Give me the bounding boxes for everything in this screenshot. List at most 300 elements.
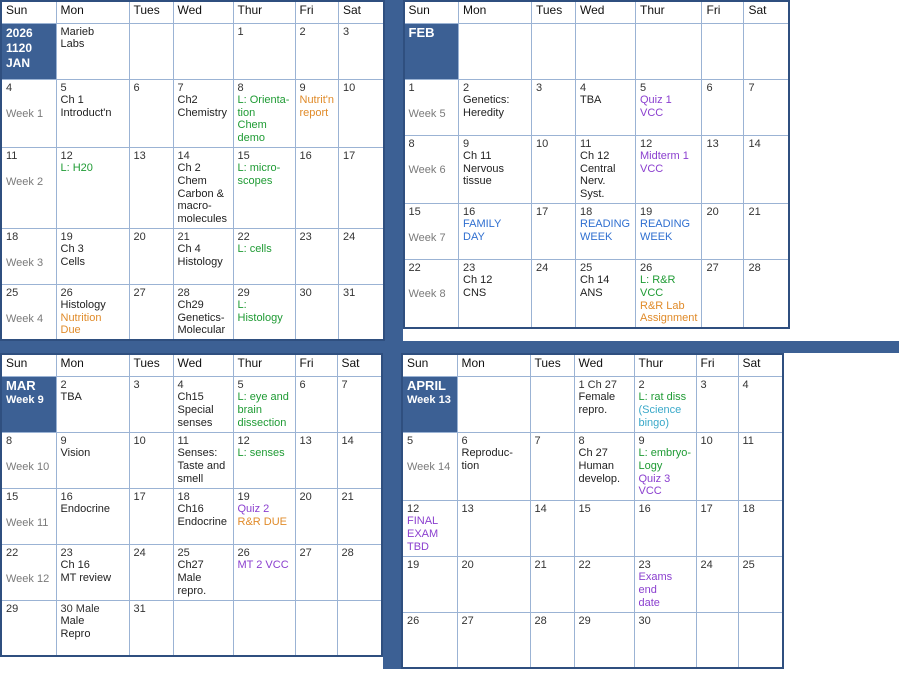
- day-number: 30: [299, 286, 312, 299]
- year-block-line: JAN: [6, 55, 31, 70]
- week-label: Week 10: [6, 461, 50, 474]
- event-text: tion: [237, 106, 256, 119]
- event-text: Ch27 Male: [177, 559, 204, 584]
- week-row: [404, 79, 789, 135]
- day-number: 13: [461, 502, 474, 515]
- day-cell-19: [56, 228, 129, 284]
- day-cell-11: [173, 432, 233, 488]
- day-cell-empty: [295, 600, 337, 656]
- year-block-line: 1120: [6, 40, 33, 55]
- day-number: 5: [237, 378, 244, 391]
- event-text: bingo): [638, 416, 670, 429]
- day-cell-empty: [56, 23, 129, 79]
- week-label: Week 13: [407, 393, 451, 406]
- event-text: smell: [177, 472, 204, 485]
- week-row: [1, 376, 382, 432]
- event-text: repro.: [177, 584, 207, 597]
- day-number: 7: [534, 434, 541, 447]
- day-cell-9: [295, 79, 339, 147]
- row-divider: [0, 341, 899, 353]
- day-cell-15: [1, 488, 56, 544]
- weekday-header-sun: Sun: [404, 1, 459, 23]
- day-cell-empty: [744, 23, 789, 79]
- event-text: dissection: [237, 416, 287, 429]
- weekday-header-sat: Sat: [337, 354, 382, 376]
- day-cell-17: [696, 500, 738, 556]
- weekday-header-sat: Sat: [738, 354, 783, 376]
- day-cell-28: [530, 612, 574, 668]
- day-cell-3: [696, 376, 738, 432]
- day-cell-14: [337, 432, 382, 488]
- day-number: 28: [177, 286, 190, 299]
- day-number: 4: [580, 81, 587, 94]
- weekday-header-wed: Wed: [576, 1, 636, 23]
- event-text: (Science: [638, 403, 682, 416]
- week-row: [1, 23, 384, 79]
- week-row: [404, 135, 789, 203]
- weekday-header-sat: Sat: [339, 1, 384, 23]
- event-text: Chemistry: [177, 106, 228, 119]
- event-text: Histology: [237, 311, 283, 324]
- event-text: scopes: [237, 174, 273, 187]
- day-cell-empty: [337, 600, 382, 656]
- day-cell-18: [738, 500, 783, 556]
- day-cell-2: [295, 23, 339, 79]
- event-text: WEEK: [640, 230, 673, 243]
- month-feb: [403, 0, 790, 341]
- day-number: 18: [177, 490, 190, 503]
- event-text: Ch 4: [177, 243, 201, 256]
- day-number: 9: [60, 434, 67, 447]
- day-cell-28: [744, 259, 789, 328]
- weekday-header-sun: Sun: [1, 354, 56, 376]
- day-cell-14: [744, 135, 789, 203]
- event-text: tissue: [463, 175, 492, 188]
- day-cell-4: [1, 79, 56, 147]
- weekday-header-row: [1, 1, 384, 23]
- day-number: 18: [6, 230, 19, 243]
- day-number: 9: [463, 137, 470, 150]
- week-row: [404, 259, 789, 328]
- day-cell-12: [233, 432, 295, 488]
- event-text: Central: [580, 162, 616, 175]
- day-cell-21: [530, 556, 574, 612]
- day-number: 15: [578, 502, 591, 515]
- day-cell-1: [574, 376, 634, 432]
- event-text: TBD: [407, 540, 429, 553]
- event-text: Ch 12: [580, 150, 610, 163]
- event-text: Genetics:: [463, 94, 510, 107]
- day-cell-13: [295, 432, 337, 488]
- day-number: 1: [408, 81, 415, 94]
- day-number: 6: [461, 434, 468, 447]
- day-number: 10: [133, 434, 146, 447]
- day-number: 17: [133, 490, 146, 503]
- day-number: 12: [640, 137, 653, 150]
- day-number: 13: [706, 137, 719, 150]
- day-cell-16: [634, 500, 696, 556]
- event-text: R&R DUE: [237, 515, 288, 528]
- event-text: Nutrition: [60, 311, 102, 324]
- day-cell-30: [56, 600, 129, 656]
- event-text: Ch 2 Chem: [177, 162, 207, 187]
- day-cell-7: [530, 432, 574, 500]
- day-number: 20: [133, 230, 146, 243]
- day-cell-29: [1, 600, 56, 656]
- event-text: L: senses: [237, 447, 285, 460]
- day-number: 22: [408, 261, 421, 274]
- day-number: 20: [461, 558, 474, 571]
- week-label: Week 5: [408, 108, 446, 121]
- weekday-header-sun: Sun: [402, 354, 457, 376]
- months-row-bottom: [0, 353, 899, 669]
- event-text: Quiz 1 VCC: [640, 94, 672, 119]
- day-number: 22: [578, 558, 591, 571]
- day-cell-14: [530, 500, 574, 556]
- event-text: senses: [177, 416, 213, 429]
- day-number: 9: [299, 81, 306, 94]
- weekday-header-mon: Mon: [459, 1, 532, 23]
- day-number: 8: [6, 434, 13, 447]
- event-text: Histology: [177, 255, 223, 268]
- day-cell-6: [702, 79, 744, 135]
- day-cell-2: [459, 79, 532, 135]
- day-number: 26: [407, 614, 420, 627]
- day-cell-4: [173, 376, 233, 432]
- event-text: macro-: [177, 200, 212, 213]
- event-text: TBA: [580, 94, 602, 107]
- year-month-block: [1, 23, 56, 79]
- day-cell-20: [295, 488, 337, 544]
- day-cell-17: [129, 488, 173, 544]
- day-cell-empty: [696, 612, 738, 668]
- day-cell-17: [532, 203, 576, 259]
- event-text: Cells: [60, 255, 85, 268]
- day-number: 26: [640, 261, 653, 274]
- day-cell-empty: [738, 612, 783, 668]
- week-label: Week 2: [6, 176, 44, 189]
- day-cell-11: [1, 147, 56, 228]
- day-cell-5: [233, 376, 295, 432]
- event-text: L: Orienta-: [237, 94, 290, 107]
- day-cell-31: [339, 284, 384, 340]
- day-cell-22: [574, 556, 634, 612]
- event-text: Human: [578, 459, 614, 472]
- day-number: 12: [60, 149, 73, 162]
- day-cell-27: [457, 612, 530, 668]
- day-cell-21: [173, 228, 233, 284]
- day-cell-11: [738, 432, 783, 500]
- day-number: 22: [6, 546, 19, 559]
- event-text: Ch 27: [578, 447, 608, 460]
- event-text: Reproduc-: [461, 447, 513, 460]
- day-cell-21: [744, 203, 789, 259]
- month-name-label: APRIL: [407, 377, 446, 393]
- event-text: date: [638, 596, 660, 609]
- month-name-block-feb: [404, 23, 459, 79]
- day-number: 7: [341, 378, 348, 391]
- day-number: 13: [133, 149, 146, 162]
- day-number: 24: [536, 261, 549, 274]
- event-text: L: embryo-: [638, 447, 692, 460]
- day-cell-16: [56, 488, 129, 544]
- day-number: 4: [742, 378, 749, 391]
- event-text: L: eye and: [237, 391, 289, 404]
- event-text: DAY: [463, 230, 485, 243]
- day-number: 15: [237, 149, 250, 162]
- event-text: L:: [237, 299, 247, 312]
- day-number: 16: [638, 502, 651, 515]
- day-cell-6: [457, 432, 530, 500]
- weekday-header-thur: Thur: [233, 354, 295, 376]
- event-text: Ch 16: [60, 559, 90, 572]
- day-number: 25: [742, 558, 755, 571]
- event-text: Genetics-: [177, 311, 225, 324]
- event-text: TBA: [60, 391, 82, 404]
- weekday-header-mon: Mon: [56, 1, 129, 23]
- weekday-header-thur: Thur: [233, 1, 295, 23]
- day-number: 30: [638, 614, 651, 627]
- day-number: 25: [580, 261, 593, 274]
- day-cell-8: [1, 432, 56, 488]
- day-number: 26: [237, 546, 250, 559]
- event-text: Exams end: [638, 571, 673, 597]
- event-text: Taste and: [177, 459, 226, 472]
- day-number: 25: [6, 286, 19, 299]
- event-text: Due: [60, 324, 81, 337]
- day-cell-19: [233, 488, 295, 544]
- weekday-header-row: [1, 354, 382, 376]
- event-text: Ch15: [177, 391, 204, 404]
- day-number: 2: [463, 81, 470, 94]
- day-number: 19: [60, 230, 73, 243]
- weekday-header-tues: Tues: [129, 354, 173, 376]
- day-number: 19: [640, 205, 653, 218]
- day-number: 23: [60, 546, 73, 559]
- event-text: Ch2: [177, 94, 198, 107]
- event-text: Molecular: [177, 324, 226, 337]
- weekday-header-wed: Wed: [173, 1, 233, 23]
- day-cell-29: [574, 612, 634, 668]
- day-number: 5: [640, 81, 647, 94]
- day-cell-9: [634, 432, 696, 500]
- day-number: 12: [407, 502, 420, 515]
- event-text: Ch29: [177, 299, 204, 312]
- day-cell-empty: [532, 23, 576, 79]
- event-text: Logy: [638, 459, 663, 472]
- day-number: 27: [706, 261, 719, 274]
- week-label: Week 9: [6, 393, 44, 406]
- week-row: [402, 432, 783, 500]
- day-cell-empty: [129, 23, 173, 79]
- day-cell-24: [129, 544, 173, 600]
- day-number: 14: [748, 137, 761, 150]
- day-number: 16: [60, 490, 73, 503]
- day-number: 3: [700, 378, 707, 391]
- week-row: [1, 544, 382, 600]
- day-cell-11: [576, 135, 636, 203]
- event-text: molecules: [177, 212, 228, 225]
- week-label: Week 6: [408, 164, 446, 177]
- day-cell-4: [738, 376, 783, 432]
- day-number: 15: [408, 205, 421, 218]
- day-cell-12: [402, 500, 457, 556]
- day-cell-10: [339, 79, 384, 147]
- month-name-label: MAR: [6, 377, 36, 393]
- day-cell-3: [129, 376, 173, 432]
- event-text: WEEK: [580, 230, 613, 243]
- day-cell-8: [404, 135, 459, 203]
- day-cell-3: [532, 79, 576, 135]
- day-number: 10: [343, 81, 356, 94]
- day-number: 2: [299, 25, 306, 38]
- day-number: 29: [237, 286, 250, 299]
- week-row: [402, 500, 783, 556]
- week-row: [1, 228, 384, 284]
- day-cell-13: [457, 500, 530, 556]
- event-text: Labs: [60, 38, 85, 51]
- day-cell-22: [404, 259, 459, 328]
- event-text: L: H20: [60, 162, 93, 175]
- day-number: 27: [299, 546, 312, 559]
- day-cell-24: [696, 556, 738, 612]
- weekday-header-row: [402, 354, 783, 376]
- event-text: Introduct'n: [60, 106, 112, 119]
- weekday-header-sat: Sat: [744, 1, 789, 23]
- event-text: VCC: [640, 162, 664, 175]
- day-number: 10: [536, 137, 549, 150]
- weekday-header-thur: Thur: [636, 1, 702, 23]
- day-number: 31: [343, 286, 356, 299]
- day-number: 20: [299, 490, 312, 503]
- day-number: 8: [237, 81, 244, 94]
- day-number: 18: [742, 502, 755, 515]
- month-april: [401, 353, 784, 669]
- day-cell-5: [56, 79, 129, 147]
- month-name-label: FEB: [408, 24, 435, 40]
- day-cell-12: [56, 147, 129, 228]
- event-text: Vision: [60, 447, 91, 460]
- day-cell-30: [634, 612, 696, 668]
- day-cell-8: [574, 432, 634, 500]
- day-cell-5: [402, 432, 457, 500]
- event-text: Ch 14: [580, 274, 610, 287]
- event-text: Midterm 1: [640, 150, 689, 163]
- day-number: 16: [463, 205, 476, 218]
- week-row: [1, 79, 384, 147]
- event-text: Nutrit'n: [299, 94, 334, 107]
- day-cell-14: [173, 147, 233, 228]
- day-cell-9: [459, 135, 532, 203]
- weekday-header-thur: Thur: [634, 354, 696, 376]
- day-number: 21: [748, 205, 761, 218]
- day-cell-26: [636, 259, 702, 328]
- day-cell-1: [404, 79, 459, 135]
- week-row: [1, 147, 384, 228]
- event-text: L: R&R VCC: [640, 274, 676, 299]
- day-cell-29: [233, 284, 295, 340]
- week-row: [402, 612, 783, 668]
- weekday-header-sun: Sun: [1, 1, 56, 23]
- event-text: L: micro-: [237, 162, 281, 175]
- day-cell-18: [173, 488, 233, 544]
- year-block-line: 2026: [6, 25, 33, 40]
- day-cell-empty: [702, 23, 744, 79]
- day-cell-12: [636, 135, 702, 203]
- day-cell-27: [295, 544, 337, 600]
- day-cell-6: [295, 376, 337, 432]
- day-number: 3: [343, 25, 350, 38]
- day-number: 11: [580, 137, 592, 150]
- month-jan: [0, 0, 385, 341]
- day-cell-16: [459, 203, 532, 259]
- event-text: Quiz 2: [237, 503, 270, 516]
- day-cell-25: [738, 556, 783, 612]
- day-cell-7: [337, 376, 382, 432]
- weekday-header-fri: Fri: [702, 1, 744, 23]
- day-number: 5: [60, 81, 67, 94]
- month-mar: [0, 353, 383, 669]
- month-table-mar: [0, 353, 383, 657]
- event-text: FAMILY: [463, 218, 502, 231]
- event-text: Marieb: [60, 25, 95, 38]
- day-number: 17: [700, 502, 713, 515]
- day-number: 21: [341, 490, 354, 503]
- day-cell-23: [634, 556, 696, 612]
- day-number: 3: [133, 378, 140, 391]
- weekday-header-fri: Fri: [295, 1, 339, 23]
- day-cell-empty: [233, 600, 295, 656]
- day-cell-27: [129, 284, 173, 340]
- event-text: EXAM: [407, 528, 439, 541]
- event-text: Female: [578, 391, 616, 404]
- weekday-header-fri: Fri: [696, 354, 738, 376]
- event-text: Quiz 3 VCC: [638, 472, 671, 498]
- event-text: R&R Lab: [640, 299, 685, 312]
- event-text: Ch 12: [463, 274, 493, 287]
- day-number: 21: [177, 230, 190, 243]
- event-text: MT 2 VCC: [237, 559, 289, 572]
- event-text: READING: [640, 218, 691, 231]
- day-number: 14: [534, 502, 547, 515]
- day-cell-23: [295, 228, 339, 284]
- event-text: Senses:: [177, 447, 218, 460]
- month-name-block-april: [402, 376, 457, 432]
- day-cell-19: [402, 556, 457, 612]
- week-label: Week 3: [6, 257, 44, 270]
- event-text: Chem demo: [237, 119, 267, 145]
- day-cell-25: [1, 284, 56, 340]
- day-cell-20: [457, 556, 530, 612]
- day-cell-6: [129, 79, 173, 147]
- event-text: Ch 1: [60, 94, 84, 107]
- day-number: 8: [578, 434, 585, 447]
- week-label: Week 7: [408, 232, 446, 245]
- week-row: [402, 376, 783, 432]
- day-number: 5: [407, 434, 414, 447]
- day-number: 29: [578, 614, 591, 627]
- day-number: 20: [706, 205, 719, 218]
- day-cell-13: [129, 147, 173, 228]
- event-text: L: cells: [237, 243, 272, 256]
- day-number: 23: [463, 261, 476, 274]
- event-text: CNS: [463, 286, 487, 299]
- week-label: Week 14: [407, 461, 451, 474]
- day-cell-7: [744, 79, 789, 135]
- day-cell-22: [1, 544, 56, 600]
- weekday-header-mon: Mon: [56, 354, 129, 376]
- day-cell-3: [339, 23, 384, 79]
